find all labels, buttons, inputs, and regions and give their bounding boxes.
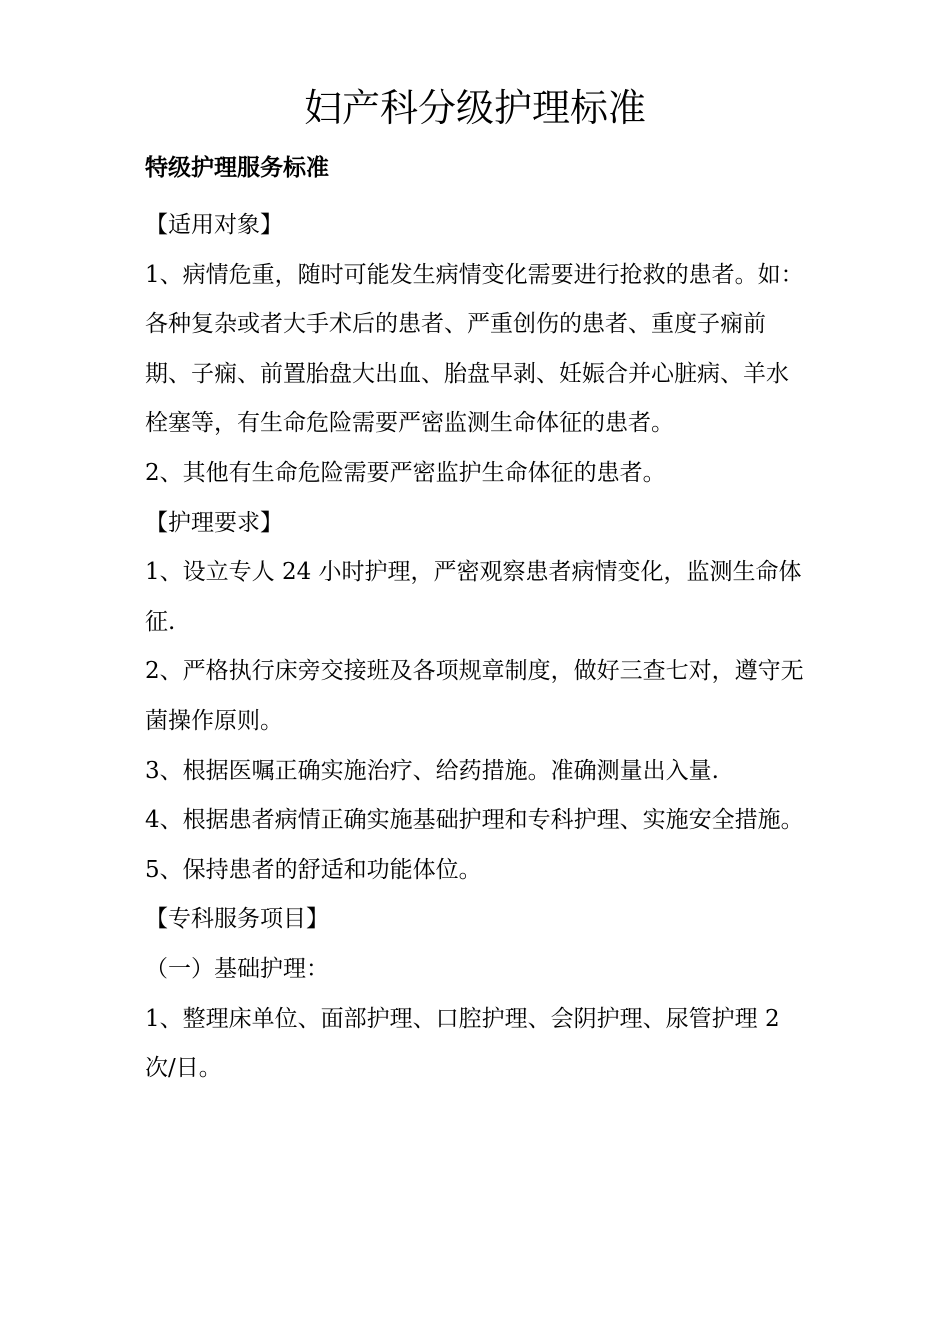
paragraph-basic-care-1: 1、整理床单位、面部护理、口腔护理、会阴护理、尿管护理 2 次/日。	[145, 1005, 780, 1082]
paragraph-target-1: 1、病情危重，随时可能发生病情变化需要进行抢救的患者。如：各种复杂或者大手术后的患者、严重创伤的患者、重度子痫前期、子痫、前置胎盘大出血、胎盘早剥、妊娠合并心脏病、羊水栓塞等，有生命危险需要严密监测生命体征的患者。	[145, 261, 804, 437]
paragraph-requirement-3: 3、根据医嘱正确实施治疗、给药措施。准确测量出入量.	[145, 757, 719, 784]
section-label-applicable-targets: 【适用对象】	[145, 212, 283, 238]
subsection-basic-care: （一）基础护理：	[145, 955, 329, 982]
paragraph-requirement-4: 4、根据患者病情正确实施基础护理和专科护理、实施安全措施。	[145, 807, 804, 834]
section-heading: 特级护理服务标准	[145, 155, 329, 181]
page-title: 妇产科分级护理标准	[303, 86, 646, 130]
section-label-nursing-requirements: 【护理要求】	[145, 509, 283, 536]
paragraph-requirement-1: 1、设立专人 24 小时护理，严密观察患者病情变化，监测生命体征.	[145, 559, 802, 635]
paragraph-requirement-2: 2、严格执行床旁交接班及各项规章制度，做好三查七对，遵守无菌操作原则。	[145, 658, 804, 734]
paragraph-target-2: 2、其他有生命危险需要严密监护生命体征的患者。	[145, 459, 666, 486]
section-label-specialty-services: 【专科服务项目】	[145, 906, 329, 933]
paragraph-requirement-5: 5、保持患者的舒适和功能体位。	[145, 856, 482, 883]
document-body	[145, 201, 810, 1094]
